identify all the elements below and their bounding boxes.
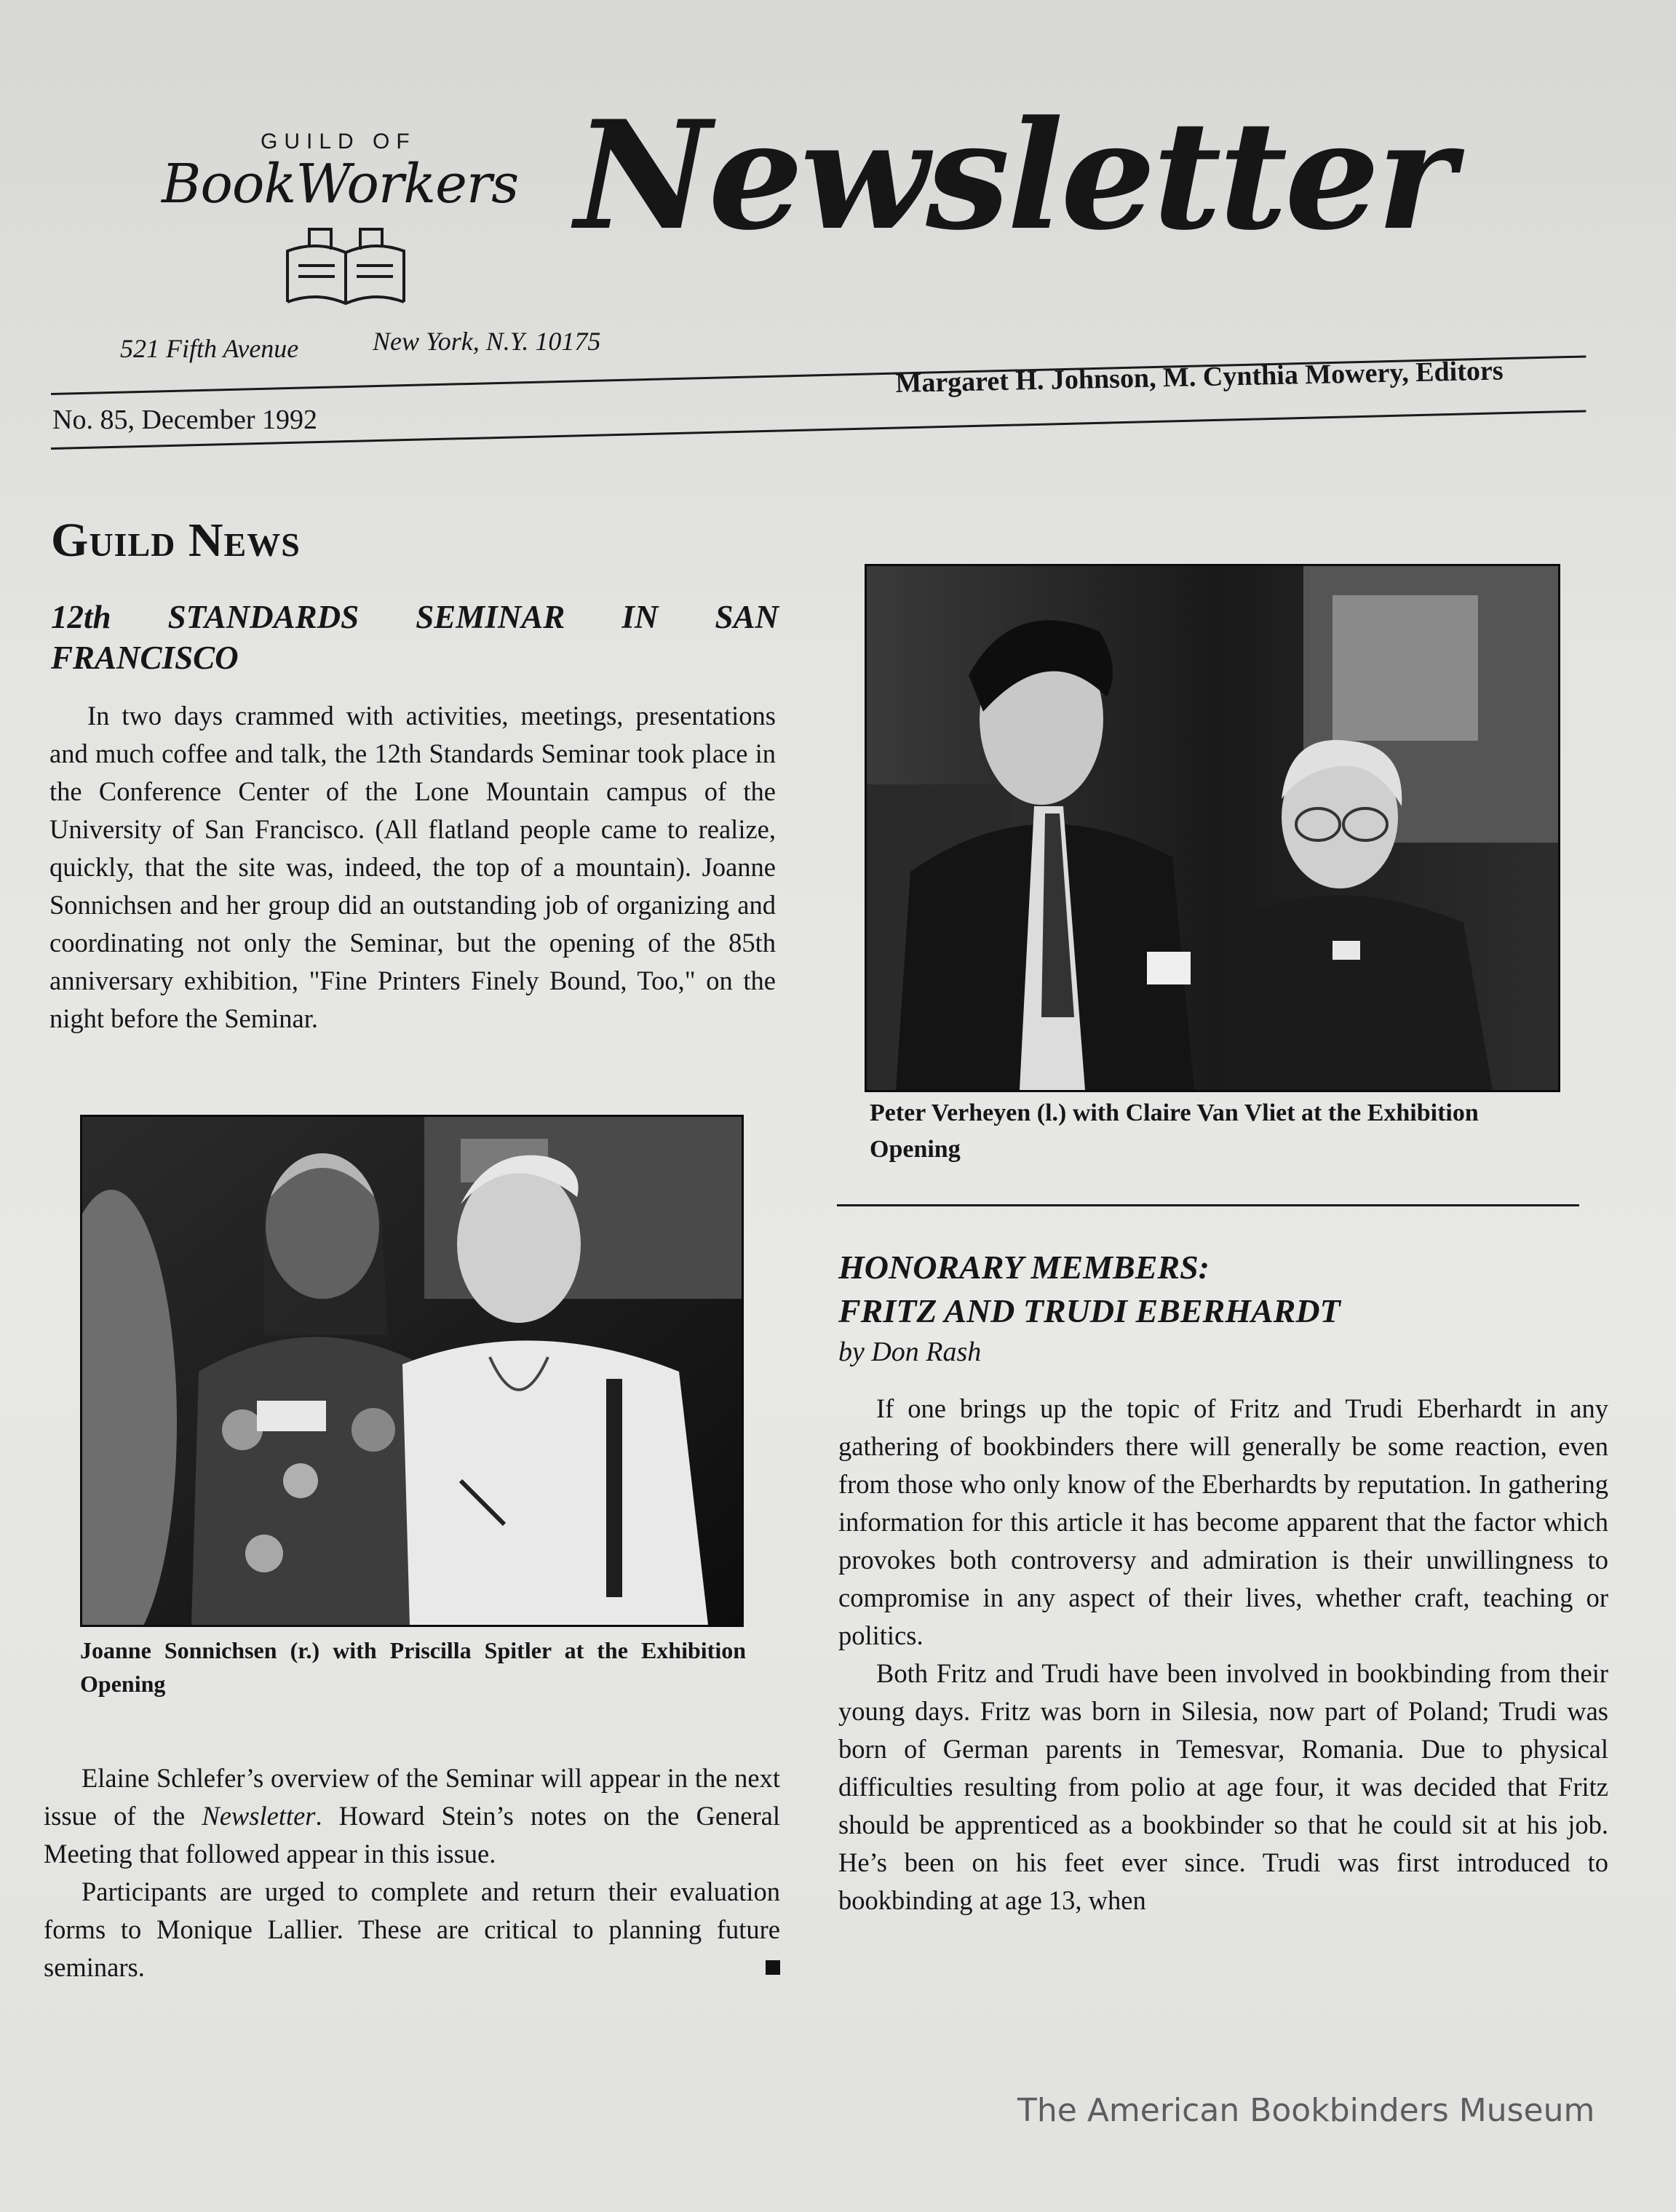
- seminar-headline-line2: FRANCISCO: [51, 640, 239, 677]
- open-book-logo-icon: [280, 222, 411, 320]
- address-street: 521 Fifth Avenue: [120, 334, 299, 363]
- seminar-followup: [44, 1759, 780, 1986]
- byline: by Don Rash: [838, 1337, 982, 1367]
- overview-text-end: . Howard Stein’s notes on the General Meeting that followed appear in this issue.: [44, 1801, 781, 1869]
- seminar-paragraph: In two days crammed with activities, meetings, presentations and much coffee and talk, the 12th Standards Seminar took place in the Conference Center of the Lone Mountain campus of the University of San Francisco. (All flatland people came to realize, quickly, that the site was, indeed, the top of a mountain). Joanne Sonnichsen and her group did an outstanding job of organizing and coordinating not only the Seminar, but the opening of the 85th anniversary exhibition, "Fine Printers Finely Bound, Too," on the night before the Seminar.: [49, 701, 776, 1033]
- issue-number: No. 85, December 1992: [52, 405, 318, 435]
- photo-caption-sonnichsen: Joanne Sonnichsen (r.) with Priscilla Spitler at the Exhibition Opening: [80, 1637, 746, 1697]
- participants-text: Participants are urged to complete and return their evaluation forms to Monique Lallier. These are critical to planning future seminars.: [44, 1877, 780, 1982]
- participants-paragraph: [44, 1873, 780, 1986]
- honorary-headline-line1: HONORARY MEMBERS:: [838, 1249, 1210, 1286]
- editors-line: Margaret H. Johnson, M. Cynthia Mowery, Editors: [895, 355, 1504, 399]
- eberhardt-article: [838, 1390, 1608, 1919]
- overview-text: Elaine Schlefer’s overview of the Seminar will appear in the next issue of the: [44, 1763, 780, 1831]
- honorary-headline-line2: FRITZ AND TRUDI EBERHARDT: [838, 1292, 1341, 1329]
- newsletter-italic: Newsletter: [202, 1801, 316, 1831]
- guild-of-label: GUILD OF: [261, 130, 416, 154]
- end-mark-icon: [766, 1960, 780, 1975]
- photo-verheyen-van-vliet: [865, 564, 1560, 1092]
- seminar-headline: [51, 597, 779, 679]
- photo-caption-verheyen: Peter Verheyen (l.) with Claire Van Vliet at the Exhibition Opening: [870, 1099, 1479, 1163]
- newsletter-title: Newsletter: [575, 89, 1453, 263]
- eberhardt-paragraph-2: Both Fritz and Trudi have been involved in bookbinding from their young days. Fritz was born in Silesia, now part of Poland; Trudi was born of German parents in Temesvar, Romania. Due to physical difficulties resulting from polio at age four, it was decided that Fritz should be apprenticed as a bookbinder so that he could sit at his job. He’s been on his feet ever since. Trudi was first introduced to bookbinding at age 13, when: [838, 1658, 1608, 1915]
- seminar-headline-line1: 12th STANDARDS SEMINAR IN SAN: [51, 599, 779, 635]
- section-divider: [837, 1204, 1579, 1206]
- overview-paragraph: [44, 1759, 780, 1873]
- seminar-article: [49, 697, 776, 1038]
- museum-watermark: The American Bookbinders Museum: [1017, 2092, 1595, 2129]
- address-city: New York, N.Y. 10175: [373, 327, 601, 356]
- section-title-guild-news: Guild News: [51, 514, 301, 567]
- bookworkers-logotype: BookWorkers: [162, 153, 519, 215]
- honorary-members-headline: [838, 1246, 1341, 1333]
- eberhardt-paragraph-1: If one brings up the topic of Fritz and Trudi Eberhardt in any gathering of bookbinders there will generally be some reaction, even from those who only know of the Eberhardts by reputation. In gathering information for this article it has become apparent that the factor which provokes both controversy and admiration is their unwillingness to compromise in any aspect of their lives, whether craft, teaching or politics.: [838, 1393, 1608, 1650]
- photo-sonnichsen-spitler: [80, 1115, 744, 1627]
